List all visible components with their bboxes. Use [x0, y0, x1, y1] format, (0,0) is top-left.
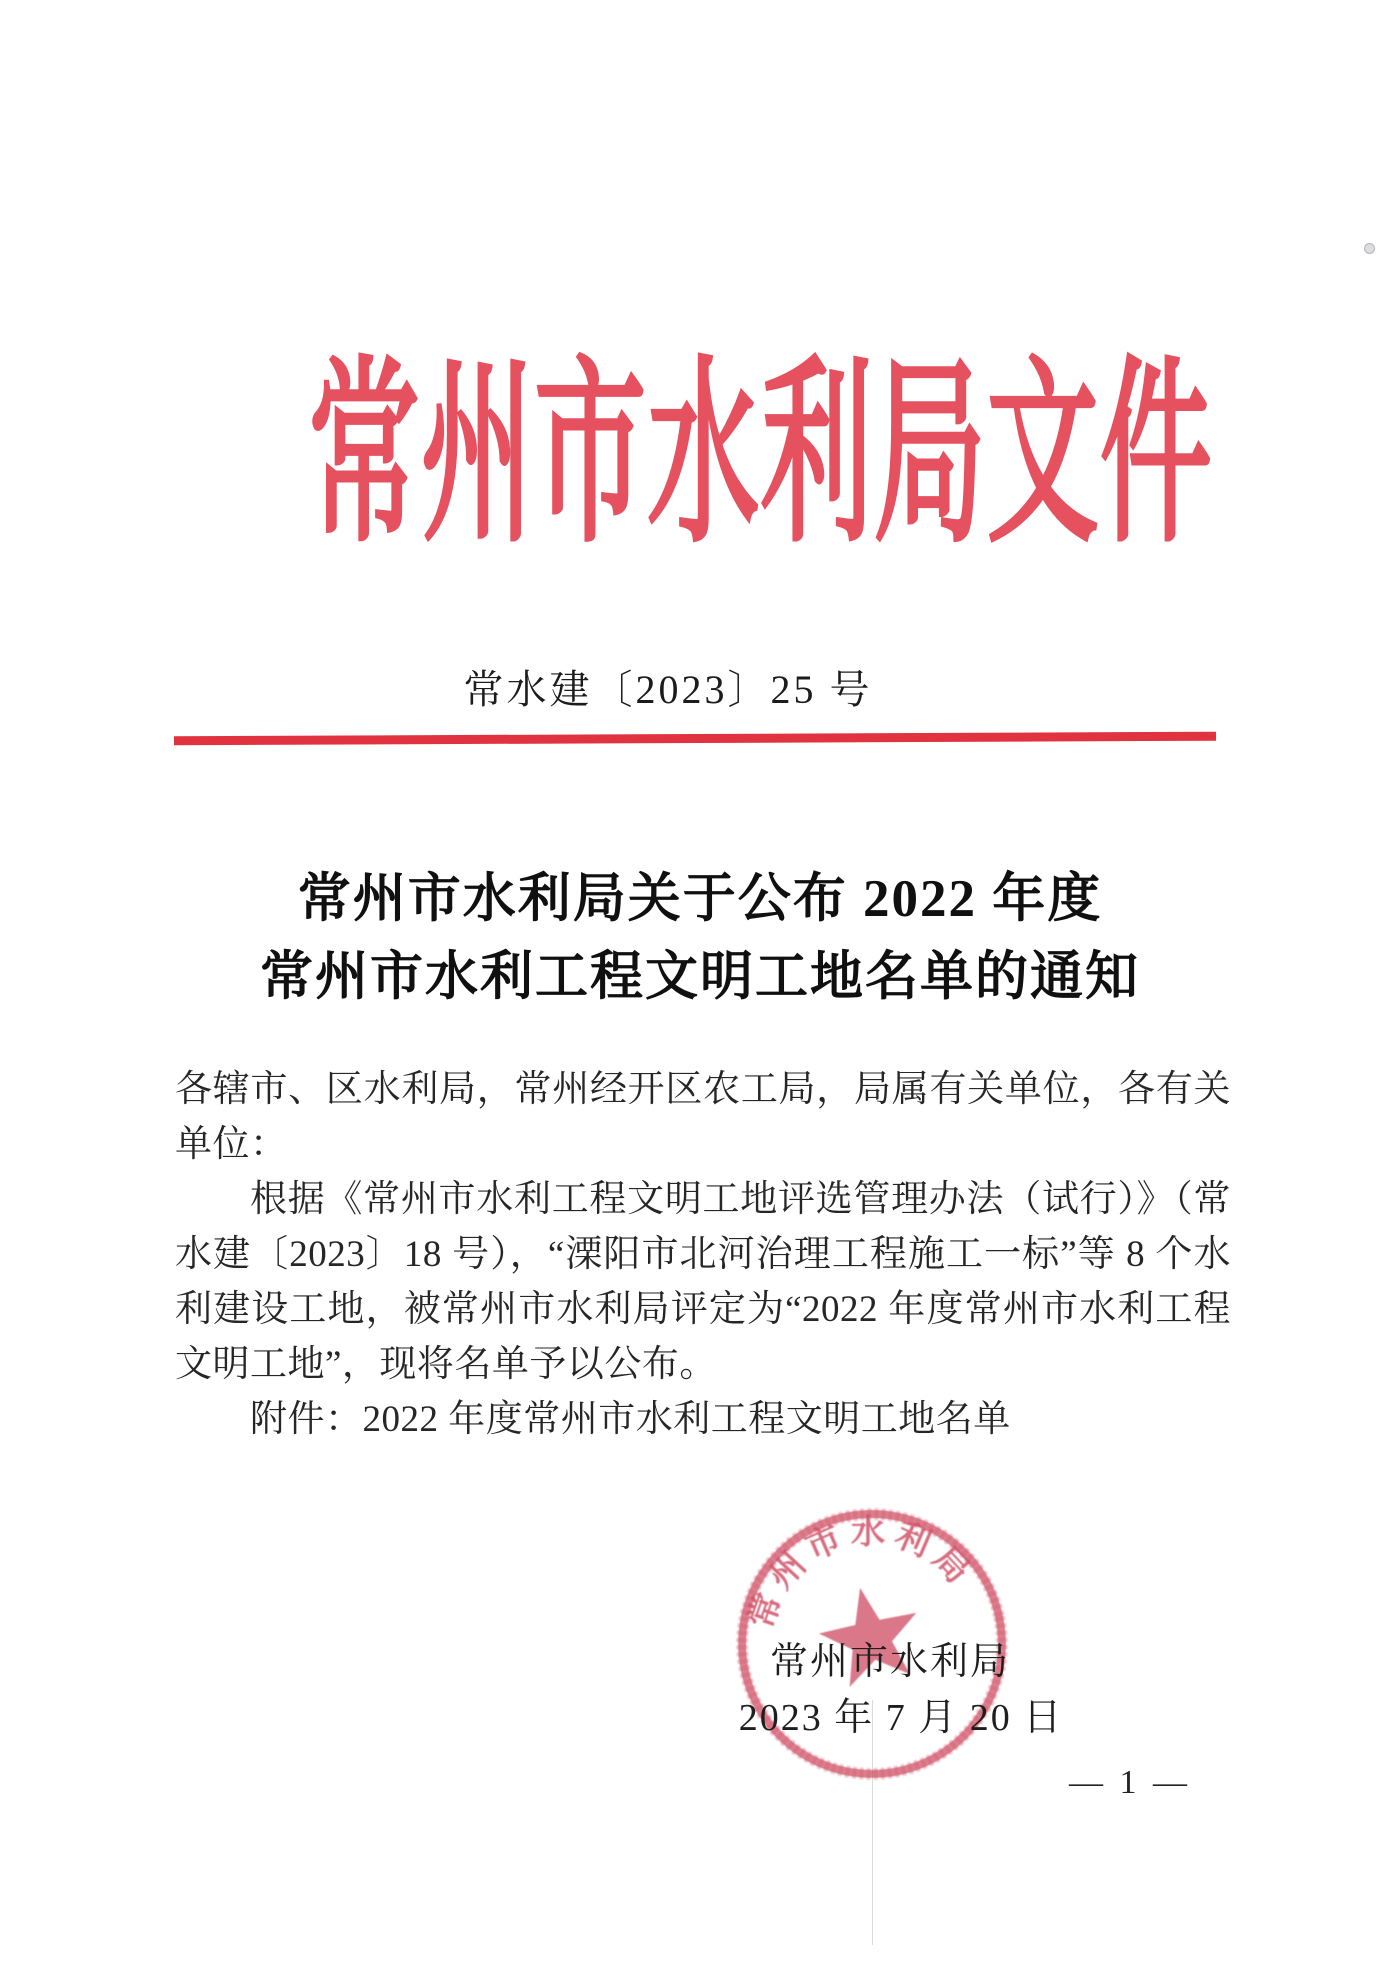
document-title-line-2: 常州市水利工程文明工地名单的通知 — [260, 948, 1140, 1006]
main-paragraph: 根据《常州市水利工程文明工地评选管理办法（试行）》（常水建〔2023〕18 号），“溧阳市北河治理工程施工一标”等 8 个水利建设工地，被常州市水利局评定为“2022 年度常州市水利工程文明工地”，现将名单予以公布。 — [175, 1179, 1231, 1385]
attachment-line: 附件：2022 年度常州市水利工程文明工地名单 — [250, 1399, 1011, 1440]
page-number: — 1 — — [1069, 1764, 1191, 1801]
document-title-line-1: 常州市水利局关于公布 2022 年度 — [297, 870, 1103, 928]
scan-artifact-dot — [1364, 243, 1375, 254]
addressee-paragraph: 各辖市、区水利局，常州经开区农工局，局属有关单位，各有关单位： — [175, 1069, 1231, 1165]
letterhead-title: 常州市水利局文件 — [308, 346, 1213, 567]
signature-date: 2023 年 7 月 20 日 — [738, 1697, 1064, 1739]
signature-organization: 常州市水利局 — [769, 1641, 1010, 1683]
document-title — [0, 860, 1400, 1016]
signature-block — [640, 1634, 1140, 1746]
seal-rim-text: 常州市水利局 — [741, 1513, 982, 1634]
red-divider-rule — [174, 732, 1216, 746]
document-body — [175, 1062, 1231, 1447]
document-number: 常水建〔2023〕25 号 — [463, 667, 873, 712]
